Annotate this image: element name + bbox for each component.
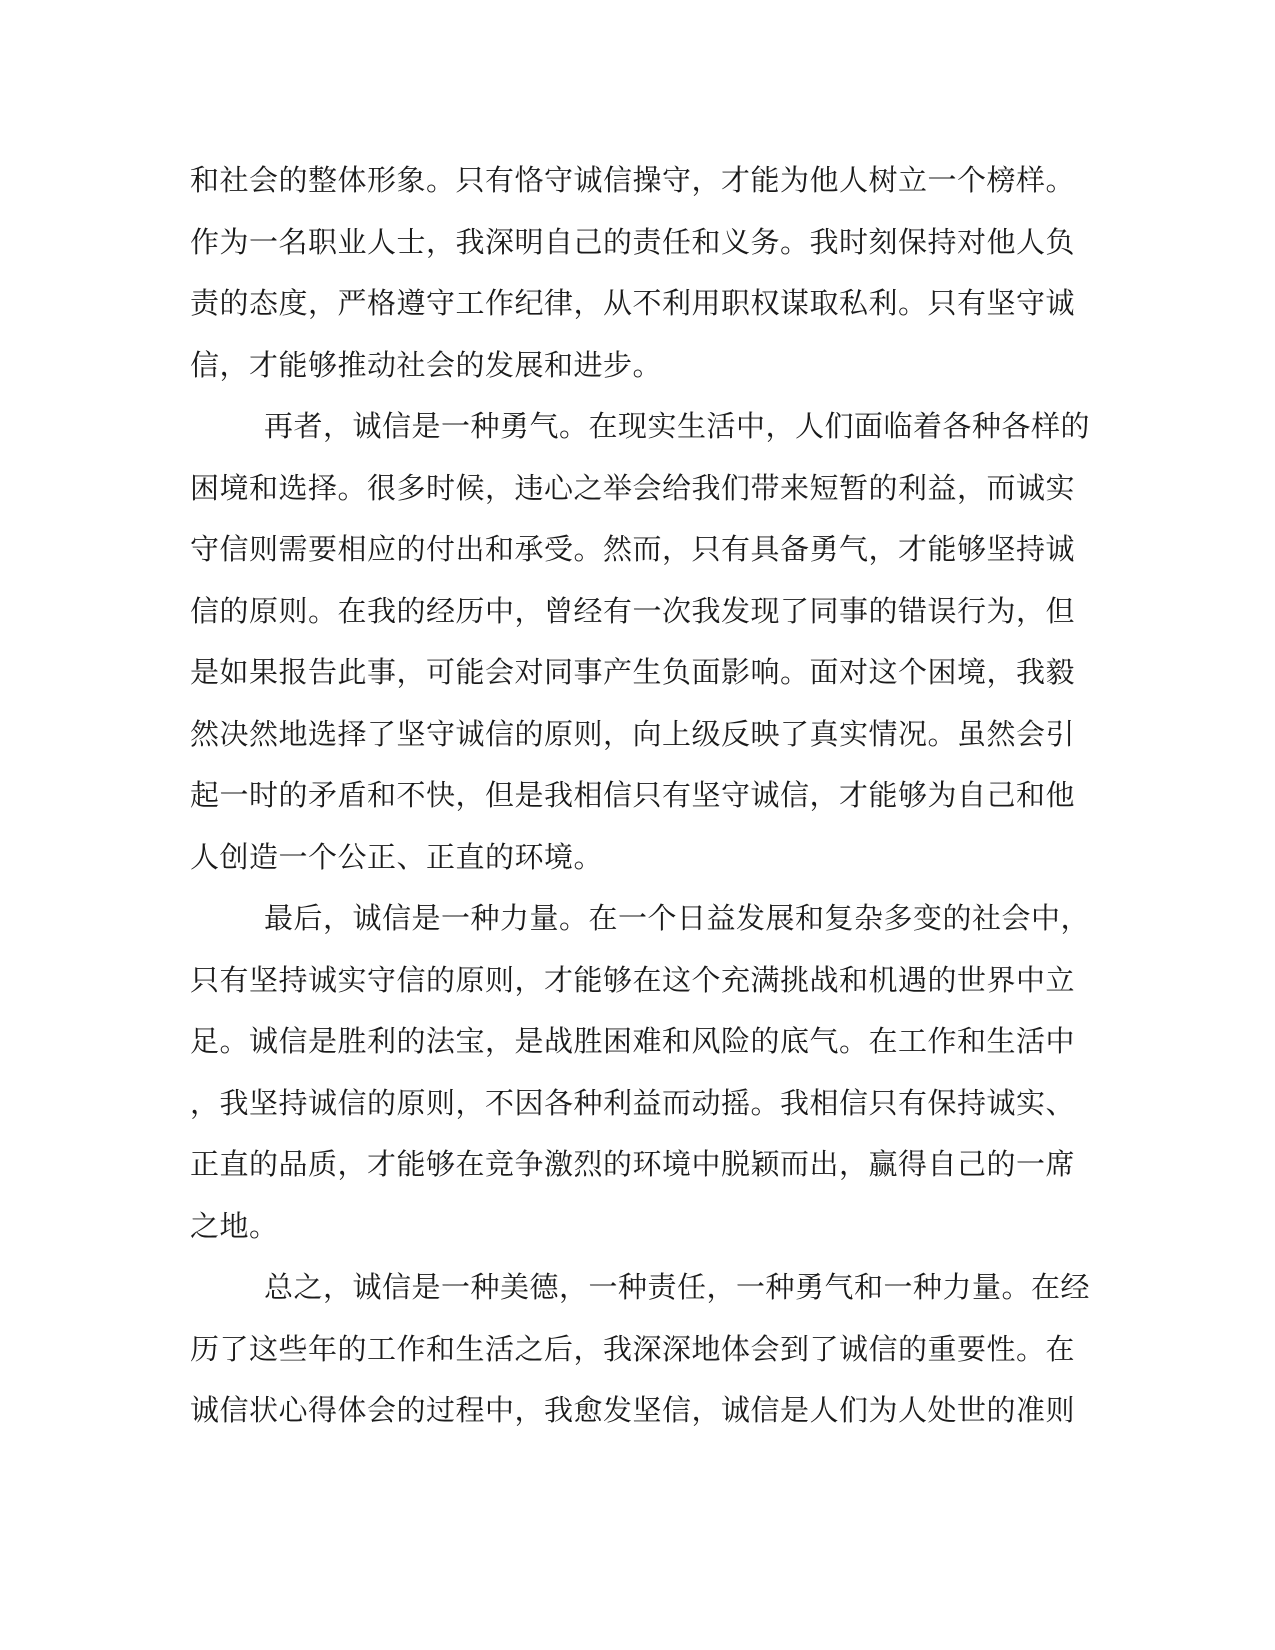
- paragraph-start-line: 总之，诚信是一种美德，一种责任，一种勇气和一种力量。在经: [264, 1270, 1091, 1304]
- text-line: 困境和选择。很多时候，违心之举会给我们带来短暂的利益，而诚实: [190, 470, 1076, 505]
- text-line: 责的态度，严格遵守工作纪律，从不利用职权谋取私利。只有坚守诚: [190, 286, 1076, 320]
- paragraph-start-line: 再者，诚信是一种勇气。在现实生活中，人们面临着各种各样的: [264, 409, 1091, 443]
- text-line: 信，才能够推动社会的发展和进步。: [190, 347, 663, 382]
- text-line: 只有坚持诚实守信的原则，才能够在这个充满挑战和机遇的世界中立: [190, 962, 1076, 997]
- text-line: ，我坚持诚信的原则，不因各种利益而动摇。我相信只有保持诚实、: [190, 1085, 1076, 1120]
- text-line: 诚信状心得体会的过程中，我愈发坚信，诚信是人们为人处世的准则: [190, 1393, 1076, 1427]
- text-line: 人创造一个公正、正直的环境。: [190, 839, 604, 874]
- text-line: 历了这些年的工作和生活之后，我深深地体会到了诚信的重要性。在: [190, 1331, 1076, 1366]
- text-line: 作为一名职业人士，我深明自己的责任和义务。我时刻保持对他人负: [190, 224, 1076, 259]
- text-line: 是如果报告此事，可能会对同事产生负面影响。面对这个困境，我毅: [190, 655, 1076, 689]
- text-line: 起一时的矛盾和不快，但是我相信只有坚守诚信，才能够为自己和他: [190, 778, 1076, 812]
- essay-body: [190, 158, 1091, 1450]
- text-line: 信的原则。在我的经历中，曾经有一次我发现了同事的错误行为，但: [190, 593, 1076, 628]
- text-line: 守信则需要相应的付出和承受。然而，只有具备勇气，才能够坚持诚: [190, 532, 1076, 566]
- text-line: 和社会的整体形象。只有恪守诚信操守，才能为他人树立一个榜样。: [190, 163, 1076, 197]
- paragraph-start-line: 最后，诚信是一种力量。在一个日益发展和复杂多变的社会中，: [264, 901, 1091, 935]
- text-line: 之地。: [190, 1208, 279, 1243]
- text-line: 足。诚信是胜利的法宝，是战胜困难和风险的底气。在工作和生活中: [190, 1024, 1076, 1058]
- text-line: 正直的品质，才能够在竞争激烈的环境中脱颖而出，赢得自己的一席: [190, 1147, 1076, 1181]
- text-line: 然决然地选择了坚守诚信的原则，向上级反映了真实情况。虽然会引: [190, 716, 1076, 751]
